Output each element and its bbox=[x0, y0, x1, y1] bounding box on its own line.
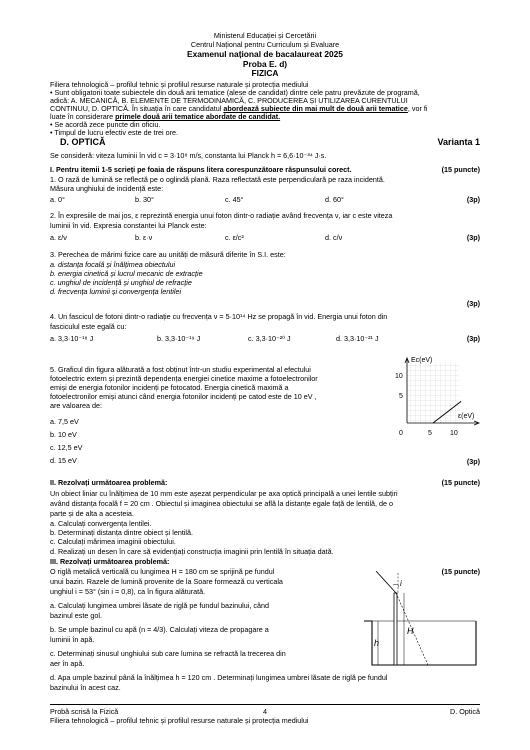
q2-text-b: luminii în vid. Expresia constantei lui Planck este: bbox=[50, 221, 207, 230]
q4-option-b: b. 3,3·10⁻¹⁹ J bbox=[157, 334, 201, 343]
exam-title: Examenul național de bacalaureat 2025 bbox=[187, 49, 343, 59]
part3-heading: III. Rezolvați următoarea problemă: bbox=[50, 557, 170, 566]
q1-option-c: c. 45° bbox=[225, 195, 244, 204]
q5-line-2: fotoelectric extern și prezintă dependența energiei cinetice maxime a fotoelectronilor bbox=[50, 374, 318, 383]
graph-grid bbox=[407, 363, 459, 423]
q5-line-4: fotoelectronilor emiși atunci când energia fotonilor incidenți pe catod este de 10 eV , bbox=[50, 392, 317, 401]
q1-option-a: a. 0° bbox=[50, 195, 65, 204]
q3-option-a: a. distanța focală și înălțimea obiectului bbox=[50, 260, 176, 269]
y-tick-5: 5 bbox=[399, 393, 403, 400]
instruction-1b: adică: A. MECANICĂ, B. ELEMENTE DE TERMODINAMICĂ, C. PRODUCEREA ȘI UTILIZAREA CURENTULUI bbox=[50, 96, 408, 105]
q3-text: 3. Perechea de mărimi fizice care au unități de măsură diferite în S.I. este: bbox=[50, 250, 286, 259]
center-line: Centrul Național pentru Curriculum și Evaluare bbox=[190, 40, 340, 49]
q1-text-a: 1. O rază de lumină se reflectă pe o oglindă plană. Raza reflectată este perpendiculară pe raza incidentă. bbox=[50, 175, 385, 184]
q5-line-1: 5. Graficul din figura alăturată a fost obținut într-un studiu experimental al efectului bbox=[50, 365, 311, 374]
angle-label: i bbox=[400, 579, 402, 588]
q2-points: (3p) bbox=[466, 233, 480, 242]
part3-line-d1: d. Apa umple bazinul până la înălțimea h = 120 cm . Determinați lungimea umbrei lăsate de riglă pe fundul bbox=[50, 673, 388, 682]
part3-line-1: O riglă metalică verticală cu lungimea H = 180 cm se sprijină pe fundul bbox=[50, 567, 275, 576]
part2-points: (15 puncte) bbox=[441, 478, 480, 487]
q2-option-b: b. ε·ν bbox=[135, 233, 153, 242]
footer-right: D. Optică bbox=[450, 707, 480, 716]
instruction-1d: luate în considerare primele două arii tematice abordate de candidat. bbox=[50, 112, 281, 121]
instruction-2: • Se acordă zece puncte din oficiu. bbox=[50, 120, 161, 129]
q2-text-a: 2. În expresiile de mai jos, ε reprezintă energia unui foton dintr-o radiație având frecvența ν, iar c este viteza bbox=[50, 211, 393, 220]
part2-line-b: b. Determinați distanța dintre obiect și lentilă. bbox=[50, 528, 194, 537]
q5-line-5: are valoarea de: bbox=[50, 401, 102, 410]
pool-outline bbox=[364, 621, 476, 665]
footer-page-number: 4 bbox=[263, 707, 267, 716]
subject-line: FIZICA bbox=[251, 68, 279, 78]
q3-option-c: c. unghiul de incidență și unghiul de refracție bbox=[50, 278, 192, 287]
part3-line-d2: bazinului în acest caz. bbox=[50, 683, 121, 692]
q1-option-d: d. 60° bbox=[325, 195, 344, 204]
q2-option-d: d. c/ν bbox=[325, 233, 343, 242]
footer-divider bbox=[50, 704, 480, 705]
q3-option-d: d. frecvența luminii și convergența lentilei bbox=[50, 287, 182, 296]
instruction-1a: • Sunt obligatorii toate subiectele din două arii tematice (alese de candidat) dintre cele patru prevăzute de programă, bbox=[50, 88, 420, 97]
q5-option-c: c. 12,5 eV bbox=[50, 443, 83, 452]
part1-heading: I. Pentru itemii 1-5 scrieți pe foaia de răspuns litera corespunzătoare răspunsului corect. bbox=[50, 165, 352, 174]
q3-option-b: b. energia cinetică și lucrul mecanic de extracție bbox=[50, 269, 203, 278]
part2-line-2: având distanța focală f = 20 cm . Obiectul și imaginea obiectului se află la distanțe egale față de lentilă, de o bbox=[50, 499, 394, 508]
filiera-line: Filiera tehnologică – profilul tehnic și profilul resurse naturale și protecția mediului bbox=[50, 80, 309, 89]
proba-line: Proba E. d) bbox=[242, 59, 288, 69]
part2-line-a: a. Calculați convergența lentilei. bbox=[50, 519, 152, 528]
part2-line-3: parte și de alta a acesteia. bbox=[50, 509, 134, 518]
q2-option-a: a. ε/ν bbox=[50, 233, 67, 242]
part3-line-a1: a. Calculați lungimea umbrei lăsate de riglă pe fundul bazinului, când bbox=[50, 601, 269, 610]
q4-text-a: 4. Un fascicul de fotoni dintr-o radiație cu frecvența ν = 5·10¹⁴ Hz se propagă în vid. Energia unui foton din bbox=[50, 312, 388, 321]
part3-line-a2: bazinul este gol. bbox=[50, 611, 102, 620]
x-tick-0: 0 bbox=[399, 430, 403, 437]
q2-option-c: c. ε/c² bbox=[225, 233, 244, 242]
part3-points: (15 puncte) bbox=[441, 567, 480, 576]
y-tick-10: 10 bbox=[395, 373, 403, 380]
q1-text-b: Măsura unghiului de incidență este: bbox=[50, 184, 164, 193]
q4-option-c: c. 3,3·10⁻²⁰ J bbox=[248, 334, 291, 343]
part2-line-c: c. Calculați mărimea imaginii obiectului. bbox=[50, 537, 176, 546]
part3-line-c2: aer în apă. bbox=[50, 659, 85, 668]
q5-option-d: d. 15 eV bbox=[50, 456, 77, 465]
photoelectric-graph bbox=[390, 355, 485, 443]
q5-option-a: a. 7,5 eV bbox=[50, 417, 79, 426]
ruler bbox=[394, 593, 397, 665]
q3-points: (3p) bbox=[466, 299, 480, 308]
sun-ray bbox=[376, 571, 396, 593]
q1-points: (3p) bbox=[466, 195, 480, 204]
x-tick-10: 10 bbox=[450, 430, 458, 437]
x-tick-5: 5 bbox=[428, 430, 432, 437]
ministry-line: Ministerul Educației și Cercetării bbox=[213, 31, 317, 40]
q1-option-b: b. 30° bbox=[135, 195, 154, 204]
q4-points: (3p) bbox=[466, 334, 480, 343]
part3-line-c1: c. Determinați sinusul unghiului sub care lumina se refractă la trecerea din bbox=[50, 649, 286, 658]
instruction-1c: CONTINUU, D. OPTICĂ. În situația în care candidatul abordează subiecte din mai mult de două arii tematice, vor fi bbox=[50, 104, 428, 113]
part3-line-3: unghiul i = 53° (sin i = 0,8), ca în figura alăturată. bbox=[50, 587, 206, 596]
q4-option-d: d. 3,3·10⁻²¹ J bbox=[336, 334, 379, 343]
q4-text-b: fasciculul este egală cu: bbox=[50, 322, 127, 331]
footer-left: Probă scrisă la Fizică bbox=[50, 707, 119, 716]
graph-xlabel: ε(eV) bbox=[458, 413, 475, 420]
part3-line-2: unui bazin. Razele de lumină provenite de la Soare formează cu verticala bbox=[50, 577, 283, 586]
part2-heading: II. Rezolvați următoarea problemă: bbox=[50, 478, 168, 487]
part2-line-1: Un obiect liniar cu înălțimea de 10 mm este așezat perpendicular pe axa optică principală a unei lentile subțiri bbox=[50, 489, 398, 498]
constants-line: Se consideră: viteza luminii în vid c = 3·10⁸ m/s, constanta lui Planck h = 6,6·10⁻³⁴ J·s. bbox=[50, 151, 327, 160]
part3-line-b1: b. Se umple bazinul cu apă (n = 4/3). Calculați viteza de propagare a bbox=[50, 625, 269, 634]
q5-option-b: b. 10 eV bbox=[50, 430, 77, 439]
footer-filiera: Filiera tehnologică – profilul tehnic și profilul resurse naturale și protecția mediului bbox=[50, 716, 309, 725]
graph-ylabel: Ec(eV) bbox=[411, 357, 433, 364]
instruction-3: • Timpul de lucru efectiv este de trei ore. bbox=[50, 128, 178, 137]
q4-option-a: a. 3,3·10⁻¹⁸ J bbox=[50, 334, 94, 343]
q5-points: (3p) bbox=[466, 457, 480, 466]
variant-label: Varianta 1 bbox=[437, 137, 480, 147]
H-label: H bbox=[407, 626, 414, 636]
part3-line-b2: luminii în apă. bbox=[50, 635, 95, 644]
h-label: h bbox=[374, 638, 380, 648]
part2-line-d: d. Realizați un desen în care să evidențiați construcția imaginii prin lentilă în situația dată. bbox=[50, 547, 334, 556]
q5-line-3: emiși de energia fotonilor incidenți pe fotocatod. Energia cinetică maximă a bbox=[50, 383, 289, 392]
section-title: D. OPTICĂ bbox=[60, 137, 106, 147]
part1-points: (15 puncte) bbox=[441, 165, 480, 174]
pool-figure bbox=[364, 571, 484, 669]
